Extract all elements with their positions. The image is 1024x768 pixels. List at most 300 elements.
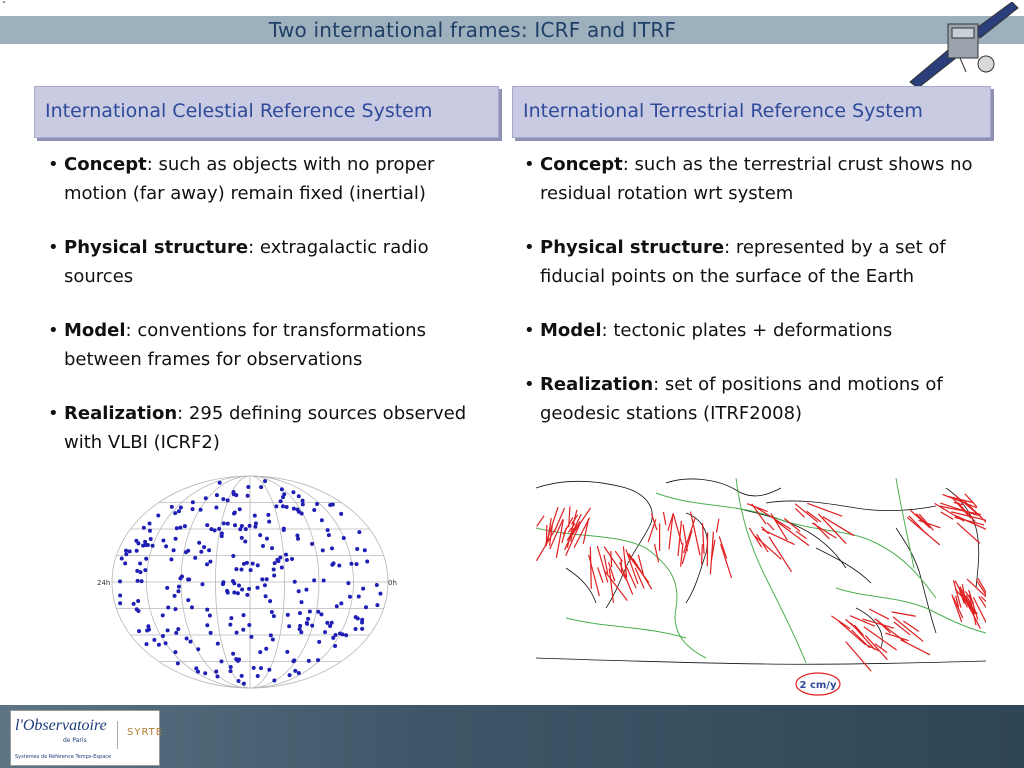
radio-source-point (344, 633, 348, 637)
radio-source-point (229, 669, 233, 673)
itrs-bullet-model (521, 316, 1001, 345)
radio-source-point (136, 541, 140, 545)
radio-source-point (118, 601, 122, 605)
radio-source-point (305, 621, 309, 625)
radio-source-point (281, 504, 285, 508)
radio-source-point (287, 624, 291, 628)
radio-source-point (310, 542, 314, 546)
radio-source-point (225, 589, 229, 593)
radio-source-point (233, 523, 237, 527)
radio-source-point (142, 526, 146, 530)
icrf-sky-plot (95, 470, 405, 695)
radio-source-point (172, 548, 176, 552)
radio-source-point (237, 658, 241, 662)
radio-source-point (375, 603, 379, 607)
radio-source-point (293, 580, 297, 584)
radio-source-point (199, 508, 203, 512)
logo-sub-text: de Paris (63, 737, 87, 744)
radio-source-point (317, 640, 321, 644)
radio-source-point (354, 615, 358, 619)
radio-source-point (316, 658, 320, 662)
radio-source-point (176, 589, 180, 593)
radio-source-point (234, 567, 238, 571)
radio-source-point (279, 499, 283, 503)
icrs-bullet-realization (45, 399, 495, 457)
radio-source-point (231, 579, 235, 583)
logo-caption: Systèmes de Référence Temps-Espace (15, 754, 112, 760)
radio-source-point (274, 504, 278, 508)
radio-source-point (178, 576, 182, 580)
radio-source-point (217, 527, 221, 531)
radio-source-point (179, 506, 183, 510)
radio-source-point (272, 679, 276, 683)
radio-source-point (304, 588, 308, 592)
radio-source-point (124, 552, 128, 556)
radio-source-point (222, 521, 226, 525)
radio-source-point (320, 518, 324, 522)
radio-source-point (135, 607, 139, 611)
radio-source-point (258, 650, 262, 654)
radio-source-point (285, 558, 289, 562)
radio-source-point (238, 527, 242, 531)
velocity-vector (611, 551, 612, 567)
radio-source-point (123, 561, 127, 565)
radio-source-point (330, 563, 334, 567)
radio-source-point (218, 481, 222, 485)
radio-source-point (243, 539, 247, 543)
radio-source-point (118, 579, 122, 583)
radio-source-point (196, 670, 200, 674)
scale-legend-label: 2 cm/y (799, 680, 837, 691)
bullet-term: Model (64, 320, 126, 341)
radio-source-point (354, 627, 358, 631)
radio-source-point (263, 479, 267, 483)
radio-source-point (157, 643, 161, 647)
radio-source-point (120, 556, 124, 560)
radio-source-point (205, 608, 209, 612)
radio-source-point (271, 637, 275, 641)
radio-source-point (260, 577, 264, 581)
icrs-bullet-physical-structure (45, 233, 495, 291)
itrs-header (512, 86, 991, 138)
radio-source-point (272, 568, 276, 572)
radio-source-point (240, 588, 244, 592)
radio-source-point (145, 642, 149, 646)
radio-source-point (137, 629, 141, 633)
radio-source-point (173, 594, 177, 598)
radio-source-point (235, 631, 239, 635)
radio-source-point (208, 560, 212, 564)
radio-source-point (331, 636, 335, 640)
radio-source-point (185, 637, 189, 641)
bullet-text: : 295 defining sources observed with VLBI (ICRF2) (64, 403, 467, 453)
radio-source-point (291, 490, 295, 494)
radio-source-point (264, 594, 268, 598)
radio-source-point (280, 565, 284, 569)
radio-source-point (209, 631, 213, 635)
itrs-bullet-concept (521, 150, 1001, 208)
radio-source-point (143, 540, 147, 544)
bullet-term: Physical structure (64, 237, 249, 258)
radio-source-point (348, 595, 352, 599)
radio-source-point (306, 617, 310, 621)
radio-source-point (325, 621, 329, 625)
radio-source-point (293, 669, 297, 673)
radio-source-point (237, 584, 241, 588)
radio-source-point (249, 635, 253, 639)
radio-source-point (138, 561, 142, 565)
radio-source-point (284, 553, 288, 557)
radio-source-point (308, 610, 312, 614)
radio-source-point (164, 544, 168, 548)
icrs-bullet-concept (45, 150, 495, 208)
radio-source-point (216, 642, 220, 646)
radio-source-point (355, 562, 359, 566)
radio-source-point (166, 605, 170, 609)
radio-source-point (176, 661, 180, 665)
radio-source-point (202, 545, 206, 549)
radio-source-point (236, 591, 240, 595)
radio-source-point (315, 502, 319, 506)
radio-source-point (301, 499, 305, 503)
radio-source-point (161, 538, 165, 542)
radio-source-point (174, 631, 178, 635)
radio-source-point (174, 537, 178, 541)
radio-source-point (152, 638, 156, 642)
radio-source-point (144, 557, 148, 561)
radio-source-point (266, 513, 270, 517)
radio-source-point (190, 605, 194, 609)
radio-source-point (297, 589, 301, 593)
radio-source-point (357, 530, 361, 534)
radio-source-point (357, 595, 361, 599)
radio-source-point (226, 522, 230, 526)
radio-source-point (178, 526, 182, 530)
radio-source-point (316, 610, 320, 614)
radio-source-point (298, 611, 302, 615)
icrs-header (34, 86, 499, 138)
radio-source-point (265, 577, 269, 581)
radio-source-point (136, 579, 140, 583)
radio-source-point (258, 533, 262, 537)
radio-source-point (231, 554, 235, 558)
radio-source-point (292, 507, 296, 511)
bullet-text: : tectonic plates + deformations (601, 320, 893, 341)
itrs-bullet-physical-structure (521, 233, 1001, 291)
radio-source-point (186, 598, 190, 602)
radio-source-point (272, 614, 276, 618)
radio-source-point (226, 498, 230, 502)
bullet-text: : such as the terrestrial crust shows no residual rotation wrt system (540, 154, 973, 204)
radio-source-point (228, 623, 232, 627)
radio-source-point (146, 624, 150, 628)
radio-source-point (361, 587, 365, 591)
radio-source-point (290, 557, 294, 561)
radio-source-point (341, 632, 345, 636)
radio-source-point (249, 568, 253, 572)
observatoire-logo (10, 710, 164, 766)
radio-source-point (128, 549, 132, 553)
radio-source-point (251, 562, 255, 566)
radio-source-point (297, 671, 301, 675)
radio-source-point (148, 521, 152, 525)
radio-source-point (241, 628, 245, 632)
bullet-term: Concept (540, 154, 623, 175)
radio-source-point (176, 627, 180, 631)
radio-source-point (310, 624, 314, 628)
radio-source-point (365, 560, 369, 564)
radio-source-point (186, 549, 190, 553)
bullet-term: Concept (64, 154, 147, 175)
radio-source-point (232, 511, 236, 515)
radio-source-point (135, 569, 139, 573)
icrs-bullet-list (45, 150, 495, 482)
radio-source-point (208, 614, 212, 618)
radio-source-point (238, 507, 242, 511)
radio-source-point (268, 599, 272, 603)
radio-source-point (151, 544, 155, 548)
radio-source-point (337, 563, 341, 567)
radio-source-point (207, 548, 211, 552)
radio-source-point (331, 502, 335, 506)
radio-source-point (143, 568, 147, 572)
radio-source-point (191, 507, 195, 511)
radio-source-point (254, 521, 258, 525)
radio-source-point (205, 562, 209, 566)
radio-source-point (213, 528, 217, 532)
radio-source-point (312, 578, 316, 582)
radio-source-point (177, 509, 181, 513)
radio-source-point (165, 586, 169, 590)
bullet-term: Realization (64, 403, 178, 424)
radio-source-point (214, 670, 218, 674)
radio-source-point (177, 585, 181, 589)
logo-divider (117, 721, 118, 749)
radio-source-point (263, 583, 267, 587)
radio-source-point (261, 544, 265, 548)
radio-source-point (170, 505, 174, 509)
radio-source-point (237, 679, 241, 683)
radio-source-point (335, 604, 339, 608)
radio-source-point (375, 583, 379, 587)
radio-source-point (132, 602, 136, 606)
radio-source-point (161, 634, 165, 638)
logo-lab-text: SYRTE (127, 727, 164, 738)
radio-source-point (161, 613, 165, 617)
radio-source-point (256, 674, 260, 678)
radio-source-point (242, 682, 246, 686)
radio-source-point (135, 549, 139, 553)
radio-source-point (189, 640, 193, 644)
radio-source-point (273, 561, 277, 565)
bullet-term: Physical structure (540, 237, 725, 258)
itrf-velocity-map (536, 468, 986, 700)
radio-source-point (244, 527, 248, 531)
radio-source-point (215, 493, 219, 497)
radio-source-point (326, 528, 330, 532)
radio-source-point (364, 605, 368, 609)
radio-source-point (360, 620, 364, 624)
radio-source-point (312, 508, 316, 512)
radio-source-point (259, 485, 263, 489)
radio-source-point (270, 610, 274, 614)
radio-source-point (146, 543, 150, 547)
radio-source-point (197, 541, 201, 545)
radio-source-point (285, 650, 289, 654)
radio-source-point (269, 633, 273, 637)
bullet-text: : represented by a set of fiducial points on the surface of the Earth (540, 237, 946, 287)
bullet-text: : conventions for transformations between frames for observations (64, 320, 426, 370)
logo-main-text: l'Observatoire (15, 717, 107, 734)
sky-label-right: 0h (388, 579, 397, 587)
radio-source-point (272, 573, 276, 577)
radio-source-point (220, 531, 224, 535)
radio-source-point (291, 659, 295, 663)
radio-source-point (285, 505, 289, 509)
radio-source-point (246, 494, 250, 498)
radio-source-point (349, 562, 353, 566)
radio-source-point (229, 665, 233, 669)
radio-source-point (265, 537, 269, 541)
velocity-vector (621, 560, 622, 573)
radio-source-point (183, 524, 187, 528)
radio-source-point (136, 599, 140, 603)
radio-source-point (173, 650, 177, 654)
radio-source-point (124, 549, 128, 553)
radio-source-point (322, 579, 326, 583)
radio-source-point (270, 546, 274, 550)
radio-source-point (246, 485, 250, 489)
radio-source-point (280, 487, 284, 491)
bullet-term: Model (540, 320, 602, 341)
bullet-term: Realization (540, 374, 654, 395)
radio-source-point (149, 537, 153, 541)
icrs-header-text: International Celestial Reference System (45, 100, 433, 122)
scale-legend (796, 673, 840, 695)
radio-source-point (199, 550, 203, 554)
radio-source-point (193, 556, 197, 560)
radio-source-point (360, 627, 364, 631)
radio-source-point (205, 623, 209, 627)
radio-source-point (264, 647, 268, 651)
radio-source-point (245, 561, 249, 565)
radio-source-point (191, 500, 195, 504)
radio-source-point (363, 548, 367, 552)
radio-source-point (173, 511, 177, 515)
itrs-header-text: International Terrestrial Reference System (523, 100, 923, 122)
radio-source-point (256, 586, 260, 590)
radio-source-point (200, 582, 204, 586)
radio-source-point (281, 495, 285, 499)
radio-source-point (196, 647, 200, 651)
itrs-bullet-list (521, 150, 1001, 453)
radio-source-point (166, 628, 170, 632)
radio-source-point (300, 600, 304, 604)
radio-source-point (282, 528, 286, 532)
radio-source-point (221, 497, 225, 501)
radio-source-point (330, 621, 334, 625)
radio-source-point (141, 544, 145, 548)
radio-source-point (252, 666, 256, 670)
icrs-bullet-model (45, 316, 495, 374)
radio-source-point (300, 511, 304, 515)
radio-source-point (148, 529, 152, 533)
radio-source-point (204, 496, 208, 500)
radio-source-point (330, 546, 334, 550)
radio-source-point (205, 523, 209, 527)
radio-source-point (278, 555, 282, 559)
radio-source-point (248, 524, 252, 528)
radio-source-point (286, 613, 290, 617)
radio-source-point (298, 627, 302, 631)
corner-mark: " (2, 0, 6, 9)
radio-source-point (240, 567, 244, 571)
radio-source-point (240, 536, 244, 540)
radio-source-point (219, 659, 223, 663)
radio-source-point (242, 613, 246, 617)
radio-source-point (140, 579, 144, 583)
radio-source-point (169, 557, 173, 561)
bullet-text: : such as objects with no proper motion (far away) remain fixed (inertial) (64, 154, 435, 204)
radio-source-point (259, 666, 263, 670)
radio-source-point (307, 659, 311, 663)
radio-source-point (355, 547, 359, 551)
slide-title: Two international frames: ICRF and ITRF (268, 18, 677, 42)
itrs-bullet-realization (521, 370, 1001, 428)
radio-source-point (231, 652, 235, 656)
radio-source-point (327, 533, 331, 537)
radio-source-point (301, 502, 305, 506)
radio-source-point (232, 590, 236, 594)
radio-source-point (333, 644, 337, 648)
radio-source-point (186, 578, 190, 582)
radio-source-point (323, 630, 327, 634)
radio-source-point (240, 674, 244, 678)
radio-source-point (339, 601, 343, 605)
radio-source-point (319, 612, 323, 616)
radio-source-point (175, 526, 179, 530)
radio-source-point (214, 506, 218, 510)
radio-source-point (297, 494, 301, 498)
radio-source-point (267, 668, 271, 672)
radio-source-point (232, 492, 236, 496)
radio-source-point (156, 513, 160, 517)
satellite-icon (900, 2, 1024, 88)
radio-source-point (118, 594, 122, 598)
radio-source-point (229, 616, 233, 620)
radio-source-point (342, 536, 346, 540)
bullet-text: : extragalactic radio sources (64, 237, 429, 287)
radio-source-point (256, 563, 260, 567)
radio-source-point (253, 514, 257, 518)
radio-source-point (203, 671, 207, 675)
radio-source-point (296, 537, 300, 541)
radio-source-point (378, 592, 382, 596)
radio-source-point (267, 520, 271, 524)
radio-source-point (173, 607, 177, 611)
radio-source-point (288, 673, 292, 677)
radio-source-point (346, 581, 350, 585)
bullet-text: : set of positions and motions of geodesic stations (ITRF2008) (540, 374, 943, 424)
radio-source-point (221, 580, 225, 584)
sky-label-left: 24h (97, 579, 111, 587)
radio-source-point (245, 593, 249, 597)
radio-source-point (247, 623, 251, 627)
radio-source-point (321, 548, 325, 552)
radio-source-point (247, 587, 251, 591)
radio-source-point (216, 675, 220, 679)
radio-source-point (164, 641, 168, 645)
